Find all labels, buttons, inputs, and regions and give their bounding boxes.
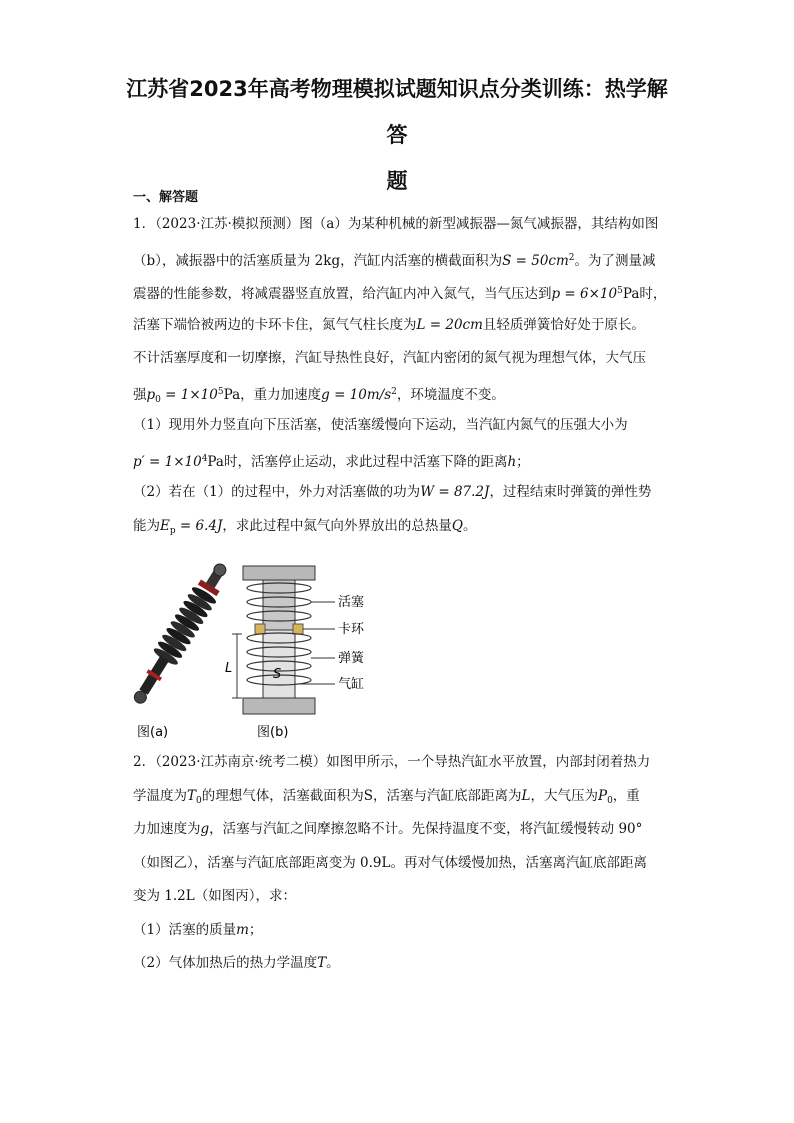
question-1 [133,208,667,543]
question-2 [133,746,663,981]
q2-line-7: （2）气体加热后的热力学温度T。 [133,955,340,971]
title-line-1: 江苏省2023年高考物理模拟试题知识点分类训练：热学解答 [126,77,668,147]
figure-shock-absorber [133,562,393,742]
q1-line-3: 震器的性能参数，将减震器竖直放置，给汽缸内冲入氮气，当气压达到$p = 6\times 10^5Pa$时， [133,286,667,302]
clip-ring-right [293,624,303,634]
q1-line-1: 1．（2023·江苏·模拟预测）图（a）为某种机械的新型减振器—氮气减振器，其结构如图 [133,216,659,232]
q1-line-6: 强$p_0 = 1\times 10^5Pa$，重力加速度$g = 10m/s^2$，环境温度不变。 [133,386,505,405]
label-cylinder: 气缸 [338,677,365,692]
clip-ring-left [255,624,265,634]
figure-svg [133,562,393,742]
shock-absorber-photo [133,562,235,710]
caption-a: 图(a) [137,725,169,740]
label-L: L [225,661,233,676]
piston-rod [263,580,295,630]
document-title [120,66,674,204]
q1-line-7: （1）现用外力竖直向下压活塞，使活塞缓慢向下运动，当汽缸内氮气的压强大小为 [133,417,628,433]
q1-line-5: 不计活塞厚度和一切摩擦，汽缸导热性良好，汽缸内密闭的氮气视为理想气体，大气压 [133,350,646,366]
q2-line-5: 变为 1.2L（如图丙），求： [133,888,296,904]
title-line-2: 题 [386,169,408,193]
piston-cap [243,566,315,580]
label-piston: 活塞 [338,595,365,610]
schematic [225,566,365,714]
leader-lines [295,602,335,684]
label-S: S [273,667,282,682]
section-heading: 一、解答题 [133,190,199,205]
label-ring: 卡环 [338,622,365,637]
photo-spring-coils [152,585,218,668]
q1-line-2: （b），减振器中的活塞质量为 2kg，汽缸内活塞的横截面积为$S = 50cm^2$。为了测量减 [133,252,656,269]
q2-line-4: （如图乙），活塞与汽缸底部距离变为 0.9L。再对气体缓慢加热，活塞离汽缸底部距离 [133,854,647,871]
q1-line-10: 能为$E_p = 6.4J$，求此过程中氮气向外界放出的总热量Q。 [133,517,477,536]
q1-line-4: 活塞下端恰被两边的卡环卡住，氮气气柱长度为L = 20cm且轻质弹簧恰好处于原长。 [133,316,645,333]
cylinder-base [243,698,315,714]
q2-line-2: 学温度为$T_0$的理想气体，活塞截面积为S，活塞与汽缸底部距离为L，大气压为$P_0$，重 [133,787,640,806]
label-spring: 弹簧 [338,651,365,666]
caption-b: 图(b) [257,725,289,740]
q2-line-6: （1）活塞的质量m； [133,921,263,938]
q1-line-9: （2）若在（1）的过程中，外力对活塞做的功为W = 87.2J，过程结束时弹簧的弹性势 [133,484,652,500]
q2-line-1: 2．（2023·江苏南京·统考二模）如图甲所示，一个导热汽缸水平放置，内部封闭着热力 [133,754,651,770]
cylinder-body [263,630,295,698]
q2-line-3: 力加速度为g，活塞与汽缸之间摩擦忽略不计。先保持温度不变，将汽缸缓慢转动 90° [133,821,643,837]
q1-line-8: $p' = 1\times 10^4Pa$时，活塞停止运动，求此过程中活塞下降的距离h； [133,453,530,470]
